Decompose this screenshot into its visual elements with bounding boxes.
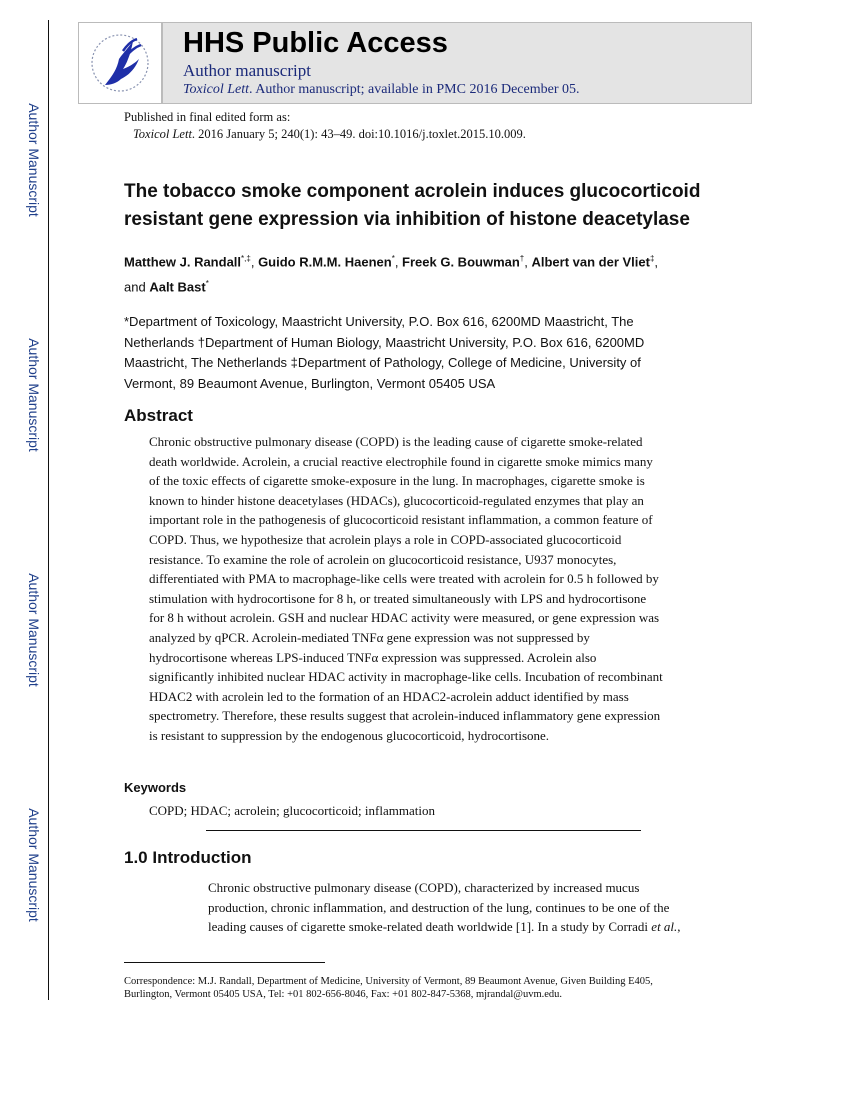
published-citation	[133, 127, 526, 142]
hhs-logo	[79, 23, 163, 103]
hhs-header	[78, 22, 752, 104]
author-affil: ‡	[649, 254, 655, 263]
abstract-line: is resistant to suppression by the endogenous glucocorticoid, hydrocortisone.	[149, 728, 550, 743]
sidebar-rule	[48, 20, 49, 1000]
abstract-line: hydrocortisone whereas LPS-induced TNFα expression was suppressed. Acrolein also	[149, 649, 597, 665]
intro-italic: et al.	[651, 919, 678, 934]
author-name[interactable]: Guido R.M.M. Haenen	[258, 254, 392, 270]
footnote	[124, 975, 653, 1001]
author-affil: *	[205, 279, 209, 289]
intro-line: Chronic obstructive pulmonary disease (COPD), characterized by increased mucus	[208, 880, 640, 895]
footnote-rule	[124, 962, 325, 963]
title-line: The tobacco smoke component acrolein induces glucocorticoid	[124, 181, 701, 202]
affiliation-line: Maastricht, The Netherlands ‡Department of Pathology, College of Medicine, University of	[124, 355, 641, 370]
footnote-line: Correspondence: M.J. Randall, Department of Medicine, University of Vermont, 89 Beaumont Avenue, Given Building E405,	[124, 976, 653, 987]
published-label: Published in final edited form as:	[124, 110, 291, 124]
abstract-line: significantly inhibited nuclear HDAC activity in macrophage-like cells. Incubation of recombinant	[149, 669, 663, 685]
abstract-line: differentiated with PMA to macrophage-like cells were treated with acrolein for 0.5 h followed by	[149, 571, 659, 587]
abstract-line: of the toxic effects of cigarette smoke-exposure in the lung. In macrophages, cigarette smoke is	[149, 473, 645, 489]
hhs-eagle-icon	[79, 23, 161, 103]
abstract-line: stimulation with hydrocortisone for 8 h, or treated simultaneously with LPS and hydrocortisone	[149, 590, 647, 606]
header-subtitle: Author manuscript	[183, 61, 311, 80]
abstract-line: COPD. Thus, we hypothesize that acrolein plays a role in COPD-associated glucocorticoid	[149, 532, 622, 547]
affiliations	[124, 312, 644, 394]
abstract-line: known to hinder histone deacetylases (HDACs), glucocorticoid-regulated enzymes that play an	[149, 492, 644, 508]
title-line: resistant gene expression via inhibition of histone deacetylase	[124, 209, 690, 230]
citation-journal: Toxicol Lett	[133, 127, 192, 141]
header-journal	[183, 82, 580, 98]
intro-punct: ,	[677, 919, 681, 934]
keywords-heading: Keywords	[124, 780, 187, 795]
abstract-line: resistance. To examine the role of acrolein on glucocorticoid resistance, U937 monocytes,	[149, 551, 617, 567]
abstract-line: death worldwide. Acrolein, a crucial reactive electrophile found in cigarette smoke mimics many	[149, 453, 653, 469]
author-affil: *,‡	[241, 254, 251, 263]
journal-availability: . Author manuscript; available in PMC 2016 December 05.	[249, 82, 580, 97]
author-name[interactable]: Freek G. Bouwman	[402, 254, 520, 270]
intro-line: production, chronic inflammation, and destruction of the lung, continues to be one of the	[208, 899, 670, 915]
affiliation-line: Vermont, 89 Beaumont Avenue, Burlington, Vermont 05405 USA	[124, 375, 496, 391]
journal-name: Toxicol Lett	[183, 82, 249, 97]
section-divider	[206, 830, 641, 831]
intro-text: leading causes of cigarette smoke-related death worldwide [1]. In a study by Corradi	[208, 919, 652, 934]
abstract-line: for 8 h without acrolein. GSH and nuclear HDAC activity were measured, or gene expression was	[149, 610, 660, 626]
sidebar-label-text: Author Manuscript	[26, 808, 42, 922]
sidebar-label-text: Author Manuscript	[26, 573, 42, 687]
author-name[interactable]: Aalt Bast	[149, 279, 206, 295]
abstract-line: spectrometry. Therefore, these results suggest that acrolein-induced inflammatory gene expression	[149, 708, 661, 724]
author-name[interactable]: Matthew J. Randall	[124, 254, 242, 270]
abstract-line: analyzed by qPCR. Acrolein-mediated TNFα gene expression was not suppressed by	[149, 630, 590, 645]
citation-text: . 2016 January 5; 240(1): 43–49. doi:10.1016/j.toxlet.2015.10.009.	[191, 127, 526, 141]
article-title	[124, 178, 700, 234]
affiliation-line: Netherlands †Department of Human Biology, Maastricht University, P.O. Box 616, 6200MD	[124, 334, 645, 350]
abstract-line: HDAC2 with acrolein led to the formation of an HDAC2-acrolein adduct identified by mass	[149, 688, 629, 704]
header-title: HHS Public Access	[183, 27, 448, 59]
affiliation-line: *Department of Toxicology, Maastricht University, P.O. Box 616, 6200MD Maastricht, The	[124, 314, 634, 329]
intro-body	[208, 878, 681, 937]
abstract-heading: Abstract	[124, 406, 193, 425]
abstract-line: important role in the pathogenesis of glucocorticoid resistant inflammation, a common feature of	[149, 512, 653, 528]
author-affil: †	[519, 254, 525, 263]
intro-line	[208, 917, 681, 937]
footnote-line: Burlington, Vermont 05405 USA, Tel: +01 802-656-8046, Fax: +01 802-847-5368, mjrandal@uvm.edu.	[124, 989, 563, 1000]
keywords-text: COPD; HDAC; acrolein; glucocorticoid; inflammation	[149, 803, 435, 818]
author-name[interactable]: Albert van der Vliet	[531, 254, 650, 270]
sidebar-label-text: Author Manuscript	[26, 338, 42, 452]
intro-heading: 1.0 Introduction	[124, 848, 252, 867]
authors-and: and	[124, 279, 146, 295]
author-affil: *	[391, 254, 395, 263]
abstract-line: Chronic obstructive pulmonary disease (COPD) is the leading cause of cigarette smoke-related	[149, 434, 643, 449]
author-list: Matthew J. Randall*,‡, Guido R.M.M. Haenen*, Freek G. Bouwman†, Albert van der Vliet‡, and Aalt Bast*	[124, 254, 659, 295]
sidebar-label-text: Author Manuscript	[26, 103, 42, 217]
